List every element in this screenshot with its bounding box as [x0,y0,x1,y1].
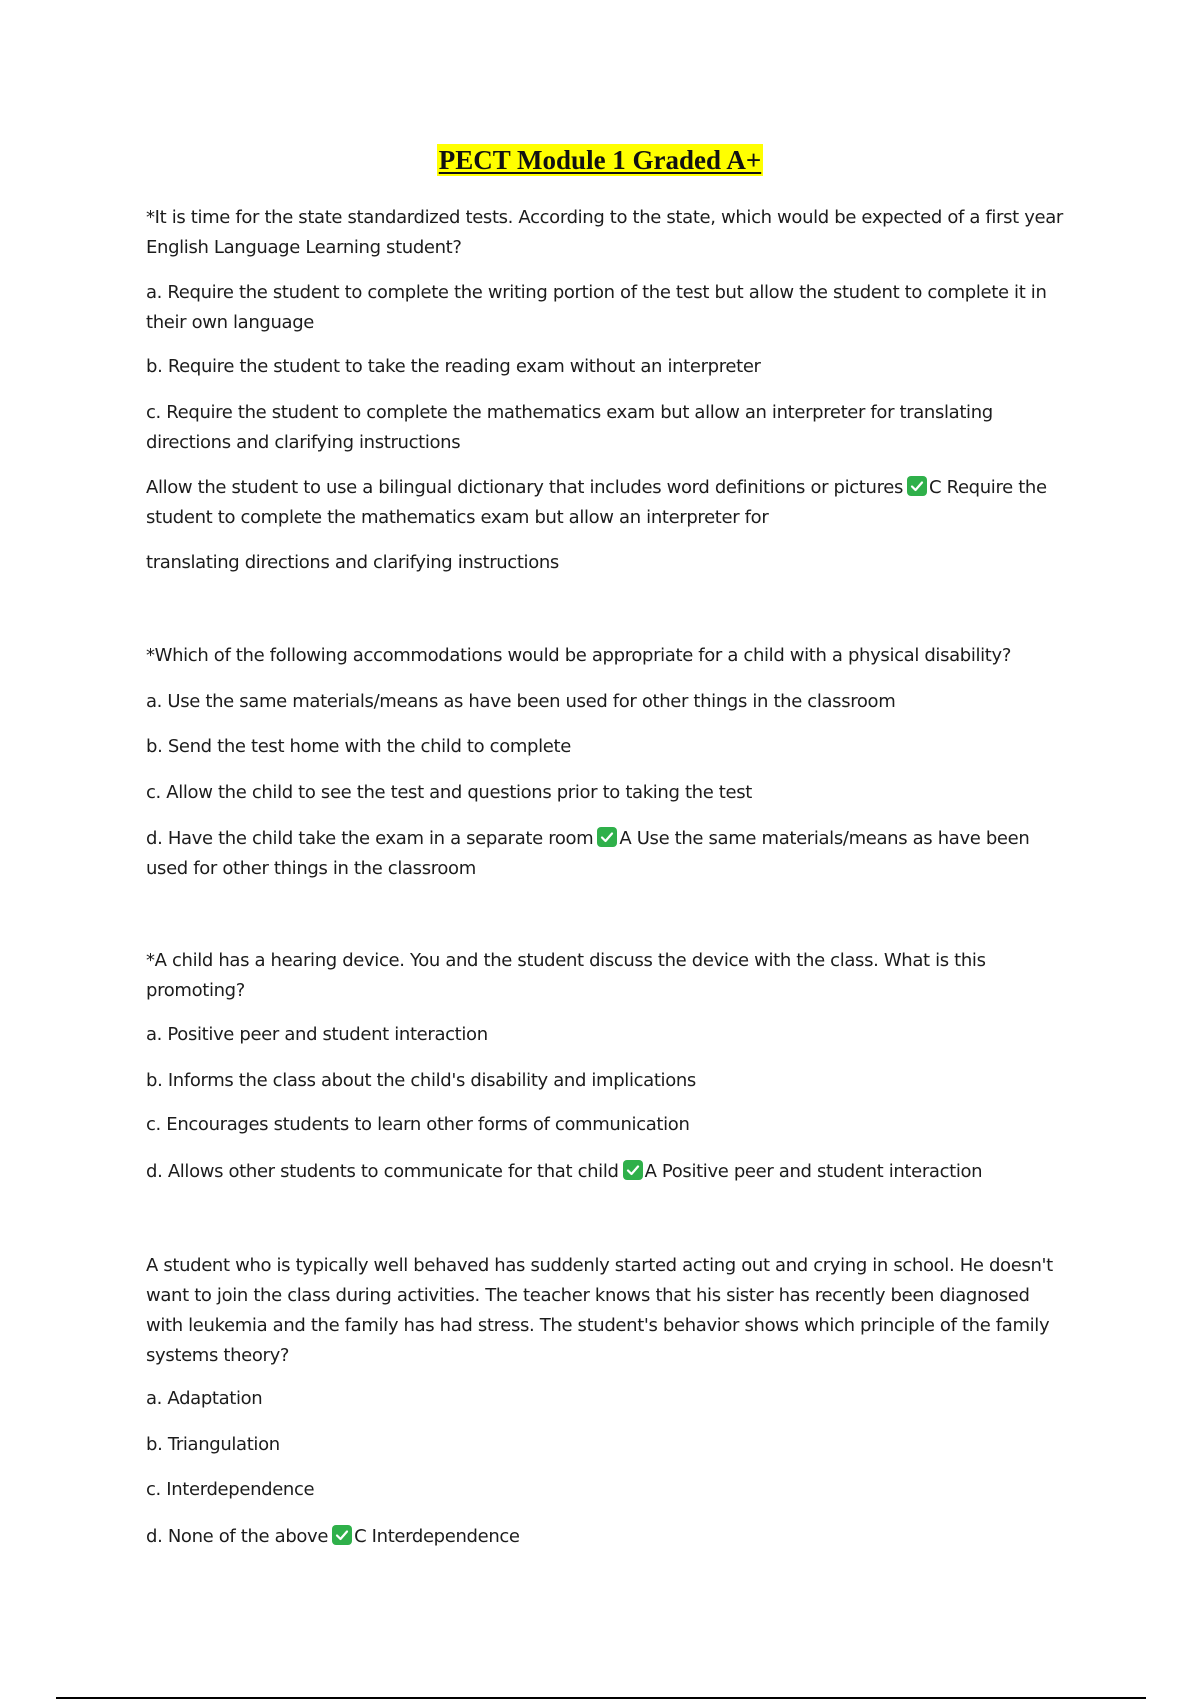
question-1-option-a: a. Require the student to complete the writing portion of the test but allow the student to complete it in their own language [146,282,1047,333]
question-3-option-d: d. Allows other students to communicate for that child [146,1161,619,1182]
question-1-answer-continued: translating directions and clarifying instructions [146,552,559,573]
question-3-option-a: a. Positive peer and student interaction [146,1024,488,1045]
footer-divider [56,1697,1146,1699]
question-4-option-a: a. Adaptation [146,1388,263,1409]
question-4-option-d: d. None of the above [146,1526,329,1547]
question-3-option-d-line [146,1157,1066,1187]
question-1-option-b: b. Require the student to take the reading exam without an interpreter [146,356,761,377]
checkmark-box-icon [597,827,617,847]
question-4-option-c: c. Interdependence [146,1479,315,1500]
question-1-option-d-line [146,473,1066,533]
page-title: PECT Module 1 Graded A+ [438,145,762,175]
question-2-option-d: d. Have the child take the exam in a separate room [146,828,594,849]
question-2-option-a: a. Use the same materials/means as have been used for other things in the classroom [146,691,896,712]
question-2-option-c: c. Allow the child to see the test and questions prior to taking the test [146,782,752,803]
question-4-text: A student who is typically well behaved has suddenly started acting out and crying in school. He doesn't want to join the class during activities. The teacher knows that his sister has recently been diagnosed with leukemia and the family has had stress. The student's behavior shows which principle of the family systems theory? [146,1255,1053,1366]
question-2-option-b: b. Send the test home with the child to complete [146,736,571,757]
question-4-answer: C Interdependence [354,1526,520,1547]
question-1-text: *It is time for the state standardized tests. According to the state, which would be expected of a first year English Language Learning student? [146,207,1063,258]
question-1-answer: C Require the student to complete the mathematics exam but allow an interpreter for [146,477,1047,528]
checkmark-box-icon [907,476,927,496]
question-3-option-c: c. Encourages students to learn other forms of communication [146,1114,690,1135]
question-3-answer: A Positive peer and student interaction [644,1161,983,1182]
checkmark-box-icon [332,1525,352,1545]
question-2-text: *Which of the following accommodations would be appropriate for a child with a physical disability? [146,645,1012,666]
question-2-option-d-line [146,824,1066,884]
question-2-answer: A Use the same materials/means as have been used for other things in the classroom [146,828,1030,879]
question-3-option-b: b. Informs the class about the child's disability and implications [146,1070,696,1091]
checkmark-box-icon [623,1160,643,1180]
title-container [0,144,1200,176]
question-1-option-c: c. Require the student to complete the mathematics exam but allow an interpreter for translating directions and clarifying instructions [146,402,993,453]
question-4-option-b: b. Triangulation [146,1434,280,1455]
question-4-option-d-line [146,1522,1066,1552]
question-1-option-d: Allow the student to use a bilingual dictionary that includes word definitions or pictures [146,477,903,498]
question-3-text: *A child has a hearing device. You and the student discuss the device with the class. What is this promoting? [146,950,986,1001]
